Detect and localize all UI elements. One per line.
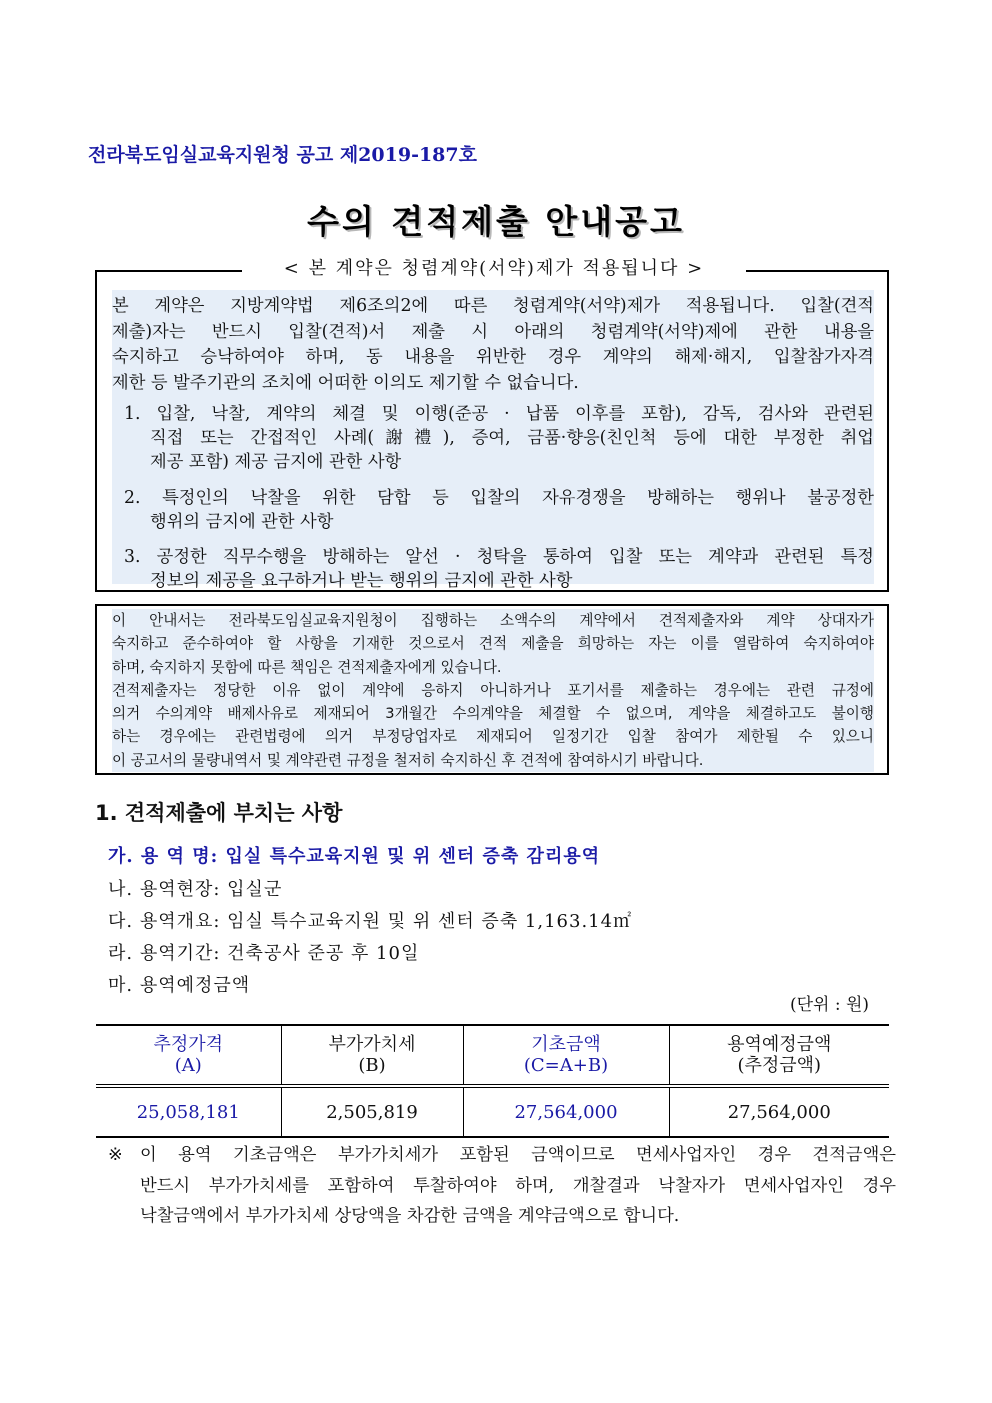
vat-cell: 2,505,819 [281, 1086, 463, 1137]
table-row [96, 1086, 889, 1137]
unit-label: (단위 : 원) [790, 995, 870, 1015]
guide-line: 이 공고서의 물량내역서 및 계약관련 규정을 철저히 숙지하신 후 견적에 참여하시기 바랍니다. [112, 751, 704, 769]
rule-line: 2. 특정인의 낙찰을 위한 담합 등 입찰의 자유경쟁을 방해하는 행위나 불공정한 [124, 488, 874, 508]
service-budget-item: 마. 용역예정금액 [108, 975, 251, 996]
note-symbol: ※ [108, 1145, 123, 1165]
service-site-item: 나. 용역현장: 입실군 [108, 879, 283, 900]
integrity-box-heading: < 본 계약은 청렴계약(서약)제가 적용됩니다 > [242, 256, 746, 282]
page-title: 수의 견적제출 안내공고 [307, 202, 685, 241]
guide-box [95, 604, 889, 775]
intro-line: 제한 등 발주기관의 조치에 어떠한 이의도 제기할 수 없습니다. [112, 372, 579, 393]
rule-line: 1. 입찰, 낙찰, 계약의 체결 및 이행(준공 · 납품 이후를 포함), 감독, 검사와 관련된 [124, 404, 874, 424]
planned-amount-header: 용역예정금액 (추정금액) [669, 1025, 889, 1086]
base-amount-header: 기초금액 (C=A+B) [463, 1025, 669, 1086]
note-text [140, 1140, 896, 1232]
estimated-price-cell: 25,058,181 [96, 1086, 281, 1137]
intro-line: 본 계약은 지방계약법 제6조의2에 따른 청렴계약(서약)제가 적용됩니다. 입찰(견적 [112, 296, 874, 316]
integrity-box-background [112, 290, 874, 591]
guide-line: 이 안내서는 전라북도임실교육지원청이 집행하는 소액수의 계약에서 견적제출자와 계약 상대자가 [112, 612, 874, 629]
rule-line: 3. 공정한 직무수행을 방해하는 알선 · 청탁을 통하여 입찰 또는 계약과 관련된 특정 [124, 547, 874, 567]
rule-line: 직접 또는 간접적인 사례(謝禮), 증여, 금품·향응(친인척 등에 대한 부정한 취업 [150, 428, 874, 448]
notice-number: 전라북도임실교육지원청 공고 제2019-187호 [88, 144, 477, 166]
note-line: 낙찰금액에서 부가가치세 상당액을 차감한 금액을 계약금액으로 합니다. [140, 1206, 680, 1226]
integrity-rule-3 [112, 545, 874, 593]
note-line: 반드시 부가가치세를 포함하여 투찰하여야 하며, 개찰결과 낙찰자가 면세사업자인 경우 [140, 1175, 896, 1196]
guide-box-background [112, 609, 874, 772]
guide-line: 하며, 숙지하지 못함에 따른 책임은 견적제출자에게 있습니다. [112, 658, 502, 676]
estimated-price-header: 추정가격 (A) [153, 1034, 224, 1076]
rule-line: 정보의 제공을 요구하거나 받는 행위의 금지에 관한 사항 [150, 571, 573, 591]
vat-header: 부가가치세 (B) [281, 1025, 463, 1086]
tax-note [108, 1140, 896, 1232]
table-header-row [96, 1025, 889, 1086]
intro-line: 제출)자는 반드시 입찰(견적)서 제출 시 아래의 청렴계약(서약)제에 관한 내용을 [112, 321, 874, 342]
integrity-rule-2 [112, 486, 874, 534]
planned-amount-cell: 27,564,000 [669, 1086, 889, 1137]
guide-line: 숙지하고 준수하여야 할 사항을 기재한 것으로서 견적 제출을 희망하는 자는 이를 열람하여 숙지하여야 [112, 635, 874, 653]
service-period-item: 라. 용역기간: 건축공사 준공 후 10일 [108, 943, 420, 964]
guide-line: 의거 수의계약 배제사유로 제재되어 3개월간 수의계약을 체결할 수 없으며, 계약을 체결하고도 불이행 [112, 705, 874, 723]
integrity-intro [112, 294, 874, 396]
guide-text [112, 609, 874, 772]
service-name-item: 가. 용 역 명: 입실 특수교육지원 및 위 센터 증축 감리용역 [108, 846, 601, 867]
integrity-pledge-box [95, 270, 889, 592]
intro-line: 숙지하고 승낙하여야 하며, 동 내용을 위반한 경우 계약의 해제·해지, 입찰참가자격 [112, 347, 874, 367]
amount-table [96, 1024, 889, 1138]
base-amount-cell: 27,564,000 [463, 1086, 669, 1137]
section-title: 1. 견적제출에 부치는 사항 [95, 801, 343, 825]
integrity-rule-1 [112, 402, 874, 474]
rule-line: 제공 포함) 제공 금지에 관한 사항 [150, 452, 402, 472]
guide-line: 견적제출자는 정당한 이유 없이 계약에 응하지 아니하거나 포기서를 제출하는 경우에는 관련 규정에 [112, 681, 874, 699]
note-line: 이 용역 기초금액은 부가가치세가 포함된 금액이므로 면세사업자인 경우 견적금액은 [140, 1145, 896, 1165]
guide-line: 하는 경우에는 관련법령에 의거 부정당업자로 제재되어 일정기간 입찰 참여가 제한될 수 있으니 [112, 728, 874, 746]
service-overview-item: 다. 용역개요: 임실 특수교육지원 및 위 센터 증축 1,163.14㎡ [108, 911, 633, 932]
rule-line: 행위의 금지에 관한 사항 [150, 512, 334, 532]
